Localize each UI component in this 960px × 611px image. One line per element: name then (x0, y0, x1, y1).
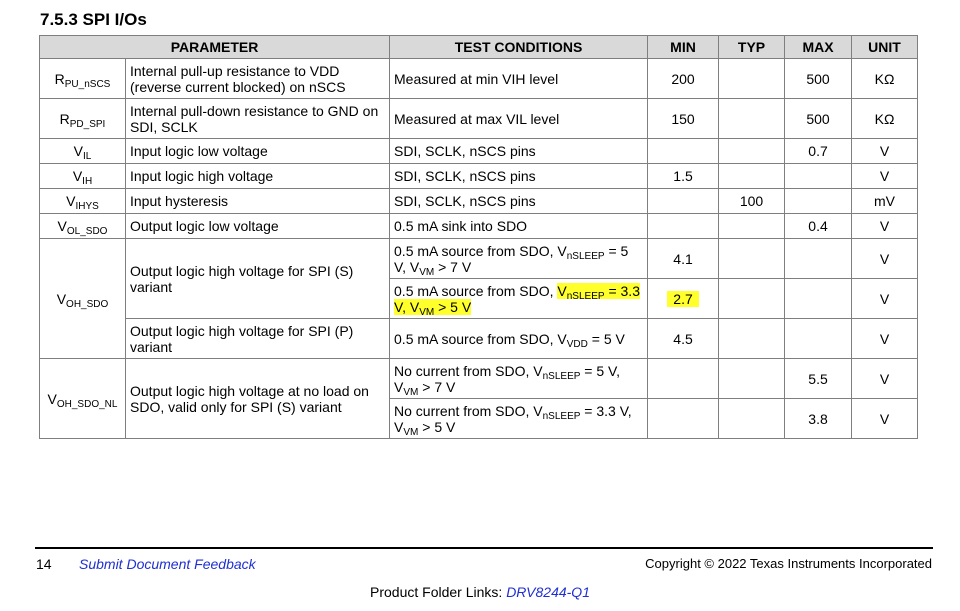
typ-cell (719, 59, 785, 99)
typ-cell: 100 (719, 189, 785, 214)
typ-cell (719, 399, 785, 439)
unit-cell: V (852, 239, 918, 279)
unit-cell: V (852, 139, 918, 164)
table-row (40, 59, 918, 99)
highlighted-text: $V_{nSLEEP} = 3.3$ V, $V_{VM} > 5$ V (394, 282, 640, 318)
symbol-cell: $V_{OH\_SDO}$ (40, 239, 126, 359)
parameter-cell: Output logic high voltage for SPI (P) variant (126, 319, 390, 359)
typ-cell (719, 139, 785, 164)
min-cell (648, 214, 719, 239)
max-cell (785, 279, 852, 319)
header-min: MIN (648, 36, 719, 59)
header-parameter: PARAMETER (40, 36, 390, 59)
typ-cell (719, 239, 785, 279)
spi-io-spec-table (39, 35, 918, 439)
table-row (40, 359, 918, 399)
max-cell (785, 164, 852, 189)
unit-cell: V (852, 214, 918, 239)
table-row (40, 99, 918, 139)
unit-cell: V (852, 399, 918, 439)
typ-cell (719, 164, 785, 189)
min-cell: 150 (648, 99, 719, 139)
typ-cell (719, 279, 785, 319)
typ-cell (719, 319, 785, 359)
max-cell (785, 319, 852, 359)
symbol-cell: $R_{PU\_nSCS}$ (40, 59, 126, 99)
max-cell: 3.8 (785, 399, 852, 439)
max-cell: 5.5 (785, 359, 852, 399)
typ-cell (719, 359, 785, 399)
condition-cell: No current from SDO, $V_{nSLEEP} = 5$ V, $V_{VM} > 7$ V (390, 359, 648, 399)
min-cell: 200 (648, 59, 719, 99)
max-cell: 0.4 (785, 214, 852, 239)
footer-divider (35, 547, 933, 549)
unit-cell: KΩ (852, 99, 918, 139)
parameter-cell: Output logic high voltage for SPI (S) variant (126, 239, 390, 319)
max-cell (785, 239, 852, 279)
min-cell (648, 359, 719, 399)
min-cell (648, 139, 719, 164)
table-header-row (40, 36, 918, 59)
condition-cell: 0.5 mA source from SDO, $V_{nSLEEP} = 5$ V, $V_{VM} > 7$ V (390, 239, 648, 279)
header-typ: TYP (719, 36, 785, 59)
parameter-cell: Internal pull-down resistance to GND on SDI, SCLK (126, 99, 390, 139)
condition-cell: Measured at min VIH level (390, 59, 648, 99)
max-cell: 500 (785, 59, 852, 99)
max-cell: 500 (785, 99, 852, 139)
max-cell: 0.7 (785, 139, 852, 164)
unit-cell: mV (852, 189, 918, 214)
unit-cell: V (852, 319, 918, 359)
min-cell: 1.5 (648, 164, 719, 189)
symbol-cell: $V_{OH\_SDO\_NL}$ (40, 359, 126, 439)
condition-cell: No current from SDO, $V_{nSLEEP} = 3.3$ V, $V_{VM} > 5$ V (390, 399, 648, 439)
condition-cell: SDI, SCLK, nSCS pins (390, 164, 648, 189)
table-row (40, 239, 918, 279)
section-title: 7.5.3 SPI I/Os (40, 10, 147, 29)
product-links-label: Product Folder Links: (370, 584, 507, 600)
max-cell (785, 189, 852, 214)
copyright-notice: Copyright © 2022 Texas Instruments Incorporated (645, 556, 932, 571)
min-cell (648, 399, 719, 439)
parameter-cell: Input logic high voltage (126, 164, 390, 189)
typ-cell (719, 214, 785, 239)
condition-cell: SDI, SCLK, nSCS pins (390, 139, 648, 164)
header-test-conditions: TEST CONDITIONS (390, 36, 648, 59)
min-cell: 4.5 (648, 319, 719, 359)
unit-cell: V (852, 164, 918, 189)
min-cell (648, 189, 719, 214)
product-folder-links (0, 584, 960, 600)
symbol-cell: $R_{PD\_SPI}$ (40, 99, 126, 139)
unit-cell: V (852, 279, 918, 319)
unit-cell: V (852, 359, 918, 399)
symbol-cell: $V_{IH}$ (40, 164, 126, 189)
table-row (40, 319, 918, 359)
product-link[interactable]: DRV8244-Q1 (506, 584, 590, 600)
submit-feedback-link[interactable]: Submit Document Feedback (79, 556, 256, 572)
table-row (40, 214, 918, 239)
condition-cell: 0.5 mA source from SDO, $V_{VDD} = 5$ V (390, 319, 648, 359)
parameter-cell: Output logic high voltage at no load on SDO, valid only for SPI (S) variant (126, 359, 390, 439)
condition-cell: SDI, SCLK, nSCS pins (390, 189, 648, 214)
typ-cell (719, 99, 785, 139)
table-row (40, 189, 918, 214)
symbol-cell: $V_{OL\_SDO}$ (40, 214, 126, 239)
parameter-cell: Input hysteresis (126, 189, 390, 214)
parameter-cell: Output logic low voltage (126, 214, 390, 239)
symbol-cell: $V_{IL}$ (40, 139, 126, 164)
unit-cell: KΩ (852, 59, 918, 99)
highlighted-value: 2.7 (667, 291, 698, 307)
min-cell: 4.1 (648, 239, 719, 279)
table-row (40, 139, 918, 164)
table-row (40, 164, 918, 189)
page-number: 14 (36, 556, 52, 572)
condition-cell: 0.5 mA sink into SDO (390, 214, 648, 239)
condition-cell: Measured at max VIL level (390, 99, 648, 139)
symbol-cell: $V_{IHYS}$ (40, 189, 126, 214)
condition-cell: 0.5 mA source from SDO, $V_{nSLEEP} = 3.3$ V, $V_{VM} > 5$ V (390, 279, 648, 319)
min-cell (648, 279, 719, 319)
header-unit: UNIT (852, 36, 918, 59)
parameter-cell: Input logic low voltage (126, 139, 390, 164)
header-max: MAX (785, 36, 852, 59)
parameter-cell: Internal pull-up resistance to VDD (reverse current blocked) on nSCS (126, 59, 390, 99)
